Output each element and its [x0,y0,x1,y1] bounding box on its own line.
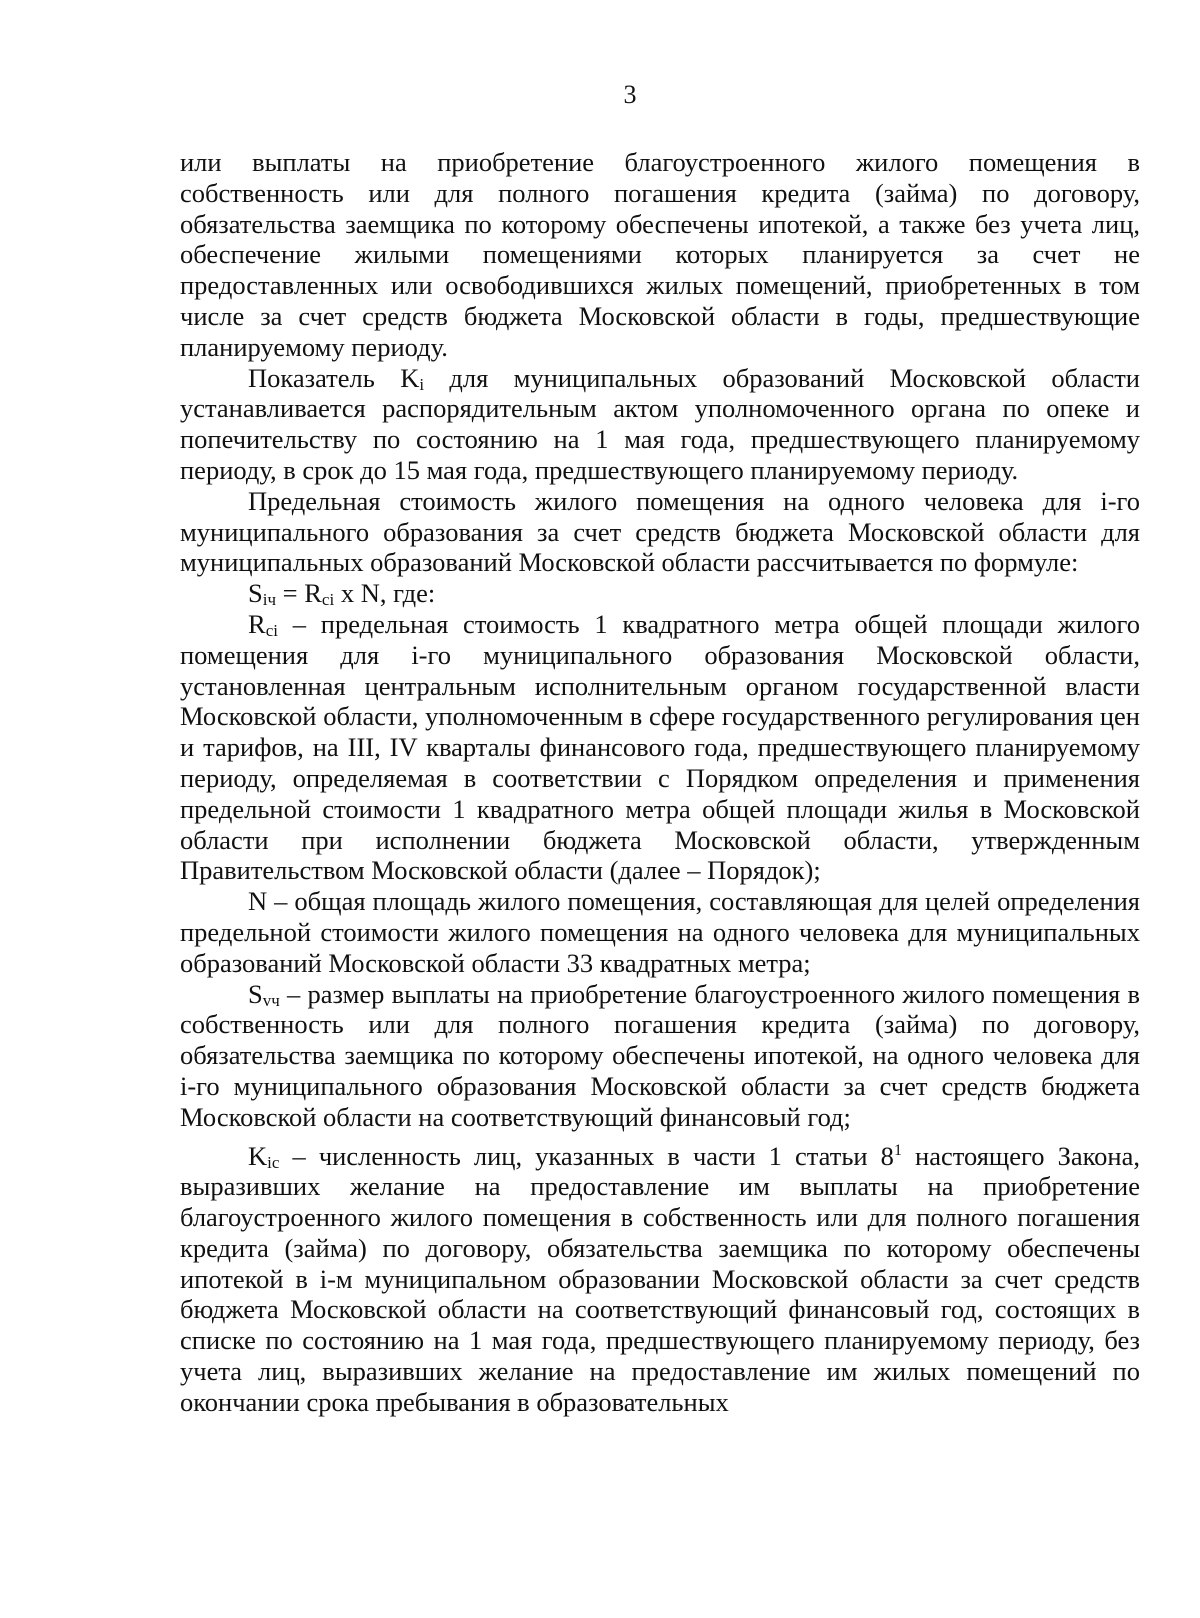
paragraph-max-cost: Предельная стоимость жилого помещения на одного человека для i-го муниципального образования за счет средств бюджета Московской области для муниципальных образований Московской области рассчитывается по формуле: [180,485,1140,578]
formula-equals: = [276,578,305,609]
symbol-subscript: vч [262,990,280,1010]
symbol-k: K [400,362,420,393]
formula-line [180,578,1140,609]
definition-rci [180,609,1140,886]
symbol-r: R [248,608,266,639]
paragraph-text: для муниципальных образований Московской области устанавливается распорядительным актом уполномоченного органа по опеке и попечительству по состоянию на 1 мая года, предшествующего планируемому периоду, в срок до 15 мая года, предшествующего планируемому периоду. [180,362,1140,485]
paragraph-indicator-ki [180,363,1140,486]
symbol-superscript: 1 [893,1141,902,1159]
paragraph-prefix: Показатель [248,362,401,393]
symbol-subscript: ic [267,1152,280,1172]
page-number: 3 [623,80,637,109]
definition-text: – численность лиц, указанных в части 1 статьи 8 [279,1140,894,1171]
definition-text: – размер выплаты на приобретение благоустроенного жилого помещения в собственность или для полного погашения кредита (займа) по договору, обязательства заемщика по которому обеспечены ипотекой, на одного человека для i-го муниципального образования Московской области за счет средств бюджета Московской области на соответствующий финансовый год; [180,978,1140,1132]
symbol-r: R [304,578,322,609]
definition-text: – предельная стоимость 1 квадратного метра общей площади жилого помещения для i-го муниципального образования Московской области, установленная центральным исполнительным органом государственной власти Московской области, уполномоченным в сфере государственного регулирования цен и тарифов, на III, IV кварталы финансового года, предшествующего планируемому периоду, определяемая в соответствии с Порядком определения и применения предельной стоимости 1 квадратного метра общей площади жилья в Московской области при исполнении бюджета Московской области, утвержденным Правительством Московской области (далее – Порядок); [180,608,1140,886]
symbol-subscript: i [419,374,425,394]
symbol-subscript: iч [262,590,277,610]
document-body [180,147,1140,1418]
paragraph-continuation: или выплаты на приобретение благоустроенного жилого помещения в собственность или для полного погашения кредита (займа) по договору, обязательства заемщика по которому обеспечены ипотекой, а также без учета лиц, обеспечение жилыми помещениями которых планируется за счет не предоставленных или освободившихся жилых помещений, приобретенных в том числе за счет средств бюджета Московской области в годы, предшествующие планируемому периоду. [180,147,1140,362]
symbol-subscript: ci [321,590,335,610]
symbol-s: S [248,578,263,609]
definition-kic [180,1141,1140,1418]
symbol-subscript: ci [265,620,278,640]
definition-svch [180,979,1140,1133]
symbol-s: S [248,978,263,1009]
definition-n: N – общая площадь жилого помещения, составляющая для целей определения предельной стоимости жилого помещения на одного человека для муниципальных образований Московской области 33 квадратных метра; [180,886,1140,978]
definition-text-continued: настоящего Закона, выразивших желание на предоставление им выплаты на приобретение благоустроенного жилого помещения в собственность или для полного погашения кредита (займа) по договору, обязательства заемщика по которому обеспечены ипотекой в i-м муниципальном образовании Московской области за счет средств бюджета Московской области на соответствующий финансовый год, состоящих в списке по состоянию на 1 мая года, предшествующего планируемому периоду, без учета лиц, выразивших желание на предоставление им жилых помещений по окончании срока пребывания в образовательных [180,1140,1140,1417]
formula-rest: x N, где: [334,578,436,609]
symbol-k: K [248,1140,268,1171]
